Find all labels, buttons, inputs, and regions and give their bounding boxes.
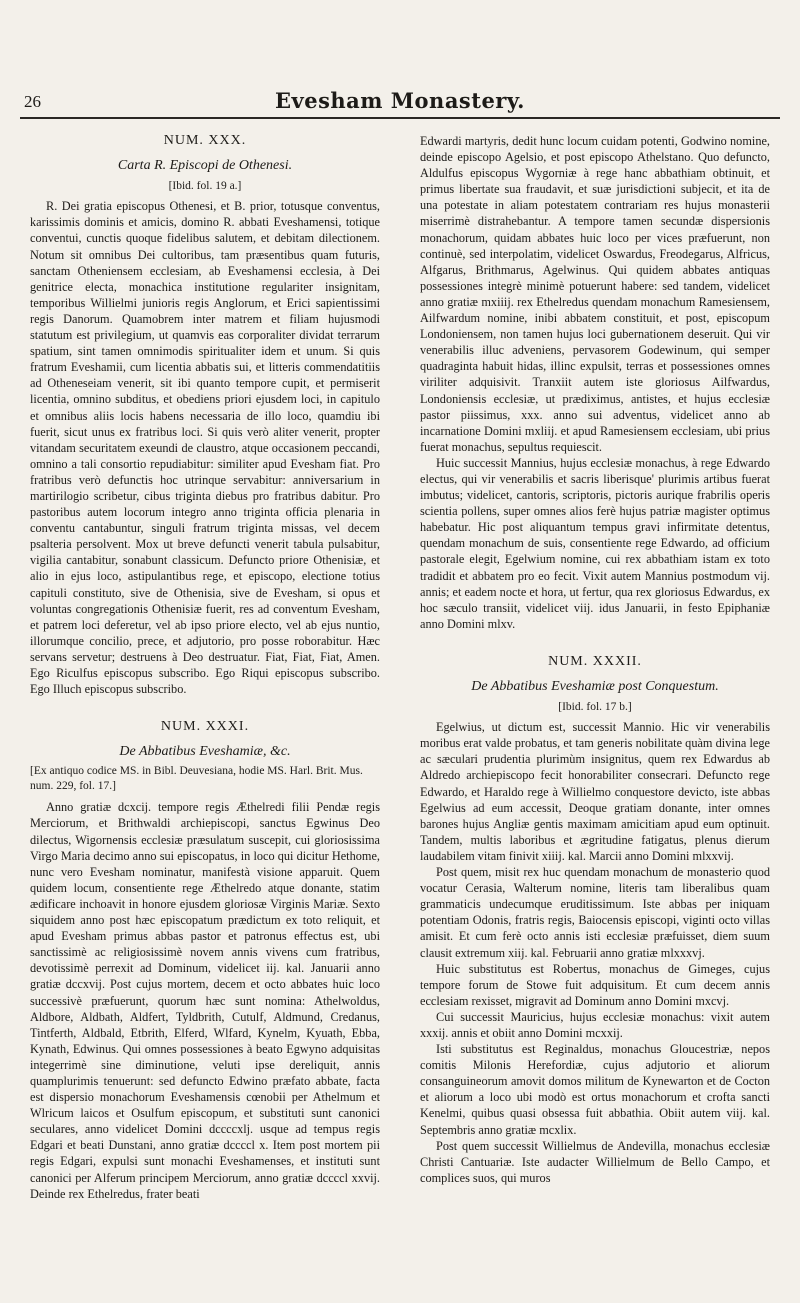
paragraph-egelwius: Egelwius, ut dictum est, successit Mannio. Hic vir venerabilis moribus erat valde probatus, et tam generis nobilitate quàm divina lege ac sæculari prudentia plurimùm insignitus, quem rex Edwardus ab Aldredo archiepiscopo fecit honorabiliter consecrari. Defuncto rege Edwardo, et Haraldo rege à Willielmo conquestore devicto, iste abbas Egelwius ad eum accessit, Deoque gratiam donante, inter omnes barones hujus Angliæ gentis maximam amicitiam apud eum optinuit. Tandem, multis laboribus et ægritudine fatigatus, plenus dierum laudabilem vitam finivit xiiij. kal. Marcii anno Domini mlxxvij. xyxy=(420,720,770,863)
page-number: 26 xyxy=(24,92,41,111)
section-spacer xyxy=(420,632,770,654)
section-title-xxx: Carta R. Episcopi de Othenesi. xyxy=(117,158,293,174)
source-note-xxxi: [Ex antiquo codice MS. in Bibl. Deuvesiana, hodie MS. Harl. Brit. Mus. num. 229, fol. 17.] xyxy=(30,765,363,792)
paragraph-mauricius: Cui successit Mauricius, hujus ecclesiæ monachus: vixit autem xxxij. annis et obiit anno Domini mcxxij. xyxy=(420,1009,770,1040)
section-spacer xyxy=(30,697,380,719)
section-title-xxxii: De Abbatibus Eveshamiæ post Conquestum. xyxy=(471,679,719,694)
section-number-xxxi: NUM. XXXI. xyxy=(160,719,250,735)
chronicle-continuation: Edwardi martyris, dedit hunc locum cuidam potenti, Godwino nomine, deinde episcopo Agelsio, et post episcopo Athelstano. Quo defuncto, Aldulfus episcopus Wygorniæ à rege hanc abbathiam obtinuit, et primus libertate sua fraudavit, et suæ jurisdictioni subjecit, et ita de una potestate in aliam potestatem contrariam res hujus monasterii miserrimè distrahebantur. A tempore tamen secundæ dispersionis monachorum, quidam abbates huic loco per vices præfuerunt, non continuè, sed interpolatim, videlicet Oswardus, Freodegarus, Alfricus, Alfgarus, Brithmarus, Agelwinus. Qui quidem abbates antiquas possessiones integrè minimè potuerunt habere: sed tandem, videlicet anno gratiæ mxiiij. rex Ethelredus quendam monachum Ramesiensem, Ailfwardum nomine, inibi abbatem constituit, et post, episcopum Londoniensem, non tamen hujus loci gubernationem deseruit. Qui vir venerabilis illuc adveniens, pervasorem Godewinum, qui semper quadraginta habuit hidas, illinc expulsit, terras et possessiones omnes viriliter adquisivit. Tranxiit autem iste gloriosus Ailfwardus, Londoniensis ecclesiæ, ut prædiximus, antistes, et hujus ecclesiæ pastor piissimus, xxx. anno sui adventus, videlicet anno ab incarnatione Domini mxliij. et apud Ramesiensem ecclesiam, ubi prius fuerat monachus, sepultus requiescit. xyxy=(420,134,770,454)
source-note-xxxii: [Ibid. fol. 17 b.] xyxy=(558,701,632,714)
paragraph-mannius: Huic successit Mannius, hujus ecclesiæ monachus, à rege Edwardo electus, qui vir venerabilis et sacris liberisque' plurimis artibus fuerat imbutus; videlicet, cantoris, scriptoris, pictoris aurique frabrilis operis scientia pollens, super omnes alios ferè hujus patriæ magister optimus habebatur. Hic post aliquantum tempus gravi infirmitate detentus, quendam monachum de suis, consentiente rege Edwardo, ad officium pastorale elegit, Egelwium nomine, cui rex abbathiam istam ex toto tradidit et abbatem pro eo fecit. Vixit autem Mannius postmodum vij. annis; et eadem nocte et hora, ut fertur, qua rex gloriosus Edwardus, ex hoc sæculo transiit, videlicet viij. idus Januarii, in festo Epiphaniæ anno Domini mlxv. xyxy=(420,455,770,631)
charter-text-xxx: R. Dei gratia episcopus Othenesi, et B. prior, totusque conventus, karissimis dominis et amicis, domino R. abbati Eveshamensi, totique conventui, cunctis quoque fidelibus salutem, et debitam dilectionem. Notum sit omnibus Dei cultoribus, tam præsentibus quam futuris, sanctam Otheniensem ecclesiam, ab Eveshamensi ecclesia, à Dei genitrice electa, monachica institutione regulariter insignitam, temporibus Willielmi junioris regis Anglorum, et Erici sapientissimi regis Danorum. Quamobrem inter matrem et filiam hujusmodi statutum est privilegium, ut quamvis eas corporaliter dividat terrarum spatium, sint tamen omnimodis spiritualiter idem et unum. Si quis fratrum Eveshamii, cum licentia abbatis sui, et litteris commendatitiis ad Otheneseiam venerit, sit ibi quanto tempore cupit, et permiserit licentia, omnino subditus, et obediens priori ejusdem loci, in capitulo et omnibus aliis locis habens necessaria de illo loco, quamdiu ibi fuerit, sicut unus ex fratribus loci. Si quis verò aliter venerit, propter vitandam securitatem exeundi de claustro, atque occasionem peccandi, omnino a tali consortio repudiabitur: similiter apud Evesham fiat. Pro fratribus verò defunctis hoc utrinque servabitur: anniversarium in martirilogio scribetur, cibus triginta diebus pro fratribus dabitur. Pro pastoribus autem locorum integro anno triginta officia plenaria in conventu cantabuntur, singuli fratrum triginta missas, vel decem psalteria persolvent. Mox ut breve defuncti venerit tabula pulsabitur, vigilia cantabitur, sonabunt classicum. Defuncto priore Othenisiæ, et alio in ejus loco, astipulantibus rege, et episcopo, electione totius capituli constituto, sive de Othenisia, sive de Evesham, si opus et voluntas congregationis Othenisiæ fuerit, res ad conventum Evesham, et patrem loci deferetur, vel ab ipso priore electo, vel ab ejus nuntio, illorumque concilio, prece, et adjutorio, pro posse roborabitur. Hæc servans servetur; destruens à Deo destruatur. Fiat, Fiat, Fiat, Amen. Ego Riculfus episcopus subscribo. Ego Riqui episcopus subscribo. Ego Illuch episcopus subscribo. xyxy=(30,199,380,697)
paragraph-reginaldus: Isti substitutus est Reginaldus, monachus Gloucestriæ, nepos comitis Milonis Herefordiæ, cujus adjutorio et aliorum consanguineorum amovit domos militum de Kynewarton et de Cocton et aliorum a loco ubi modò est ortus monachorum et crofta sancti Kenelmi, quibus quasi obsessa fuit abbathia. Obiit autem viij. kal. Septembris anno gratiæ mcxlix. xyxy=(420,1042,770,1137)
header-rule xyxy=(20,117,780,119)
paragraph-willielmus: Post quem successit Willielmus de Andevilla, monachus ecclesiæ Christi Cantuariæ. Iste audacter Willielmum de Bello Campo, et complices suos, qui muros xyxy=(420,1138,770,1185)
page-header xyxy=(20,88,780,122)
source-note-xxx: [Ibid. fol. 19 a.] xyxy=(168,180,242,193)
right-column xyxy=(420,133,770,1186)
chronicle-text-xxxi: Anno gratiæ dcxcij. tempore regis Æthelredi filii Pendæ regis Merciorum, et Brithwaldi archiepiscopi, sanctus Egwinus Deo dilectus, Wigornensis ecclesiæ præsulatum suscepit, cui gloriosissima Virgo Maria decimo anno sui episcopatus, in loco qui dicitur Hethome, nunc vero Evesham nominatur, manifestà visione apparuit. Quem quidem locum, consentiente rege Æthelredo atque donante, statim ædificare inchoavit in honore ejusdem gloriosæ Virginis Mariæ. Sexto siquidem anno post hæc episcopatum prædictum ex toto reliquit, et apud Evesham primus abbas pastor et patronus effectus est, ubi sanctissimè ac religiosissimè novem annis vivens cum fratribus, devotissimè perrexit ad Dominum, videlicet iij. kal. Januarii anno gratiæ dccxvij. Post cujus mortem, decem et octo abbates huic loco successivè præfuerunt, quorum hæc sunt nomina: Athelwoldus, Aldbore, Aldbath, Aldfert, Tyldbrith, Cutulf, Aldmund, Credanus, Tintferth, Aldbald, Etbrith, Elferd, Wlfard, Kynelm, Kyuath, Ebba, Kynath, Edwinus. Qui omnes possessiones à beato Egwyno adquisitas integerrimè sine diminutione, veluti ipse dereliquit, annis quamplurimis tenuerunt: sed defuncto Edwino præfato abbate, facta est dispersio monachorum Eveshamensis cœnobii per Athelmum et Wlricum laicos et Osulfum episcopum, et substituti sunt canonici seculares, anno videlicet Domini dccccxlj. usque ad tempus regis Edgari et beati Dunstani, anno gratiæ dccccl x. Item post mortem pii regis Edgari, expulsi sunt monachi Eveshamenses, et instituti sunt canonici per Alferum principem Merciorum, anno gratiæ dccccl xxvij. Deinde rex Ethelredus, frater beati xyxy=(30,800,380,1201)
running-title: Evesham Monastery. xyxy=(275,88,525,113)
left-column xyxy=(30,133,380,1202)
section-number-xxx: NUM. XXX. xyxy=(163,133,247,148)
section-title-xxxi: De Abbatibus Eveshamiæ, &c. xyxy=(119,744,291,760)
section-number-xxxii: NUM. XXXII. xyxy=(548,653,642,669)
paragraph-walterus: Post quem, misit rex huc quendam monachum de monasterio quod vocatur Cerasia, Walterum nomine, literis tam liberalibus quam grammaticis undecumque eruditissimum. Iste abbas per iniquam potentiam Odonis, fratris regis, Baiocensis episcopi, viginti octo villas amisit. Et cum ferè octo annis isti ecclesiæ præfuisset, diem suum clausit extremum xiij. kal. Februarii anno gratiæ mlxxxvj. xyxy=(420,865,770,960)
paragraph-robertus: Huic substitutus est Robertus, monachus de Gimeges, cujus tempore forum de Stowe fuit adquisitum. Et cum decem annis ecclesiam rexisset, migravit ad Dominum anno Domini mxcvj. xyxy=(420,961,770,1008)
